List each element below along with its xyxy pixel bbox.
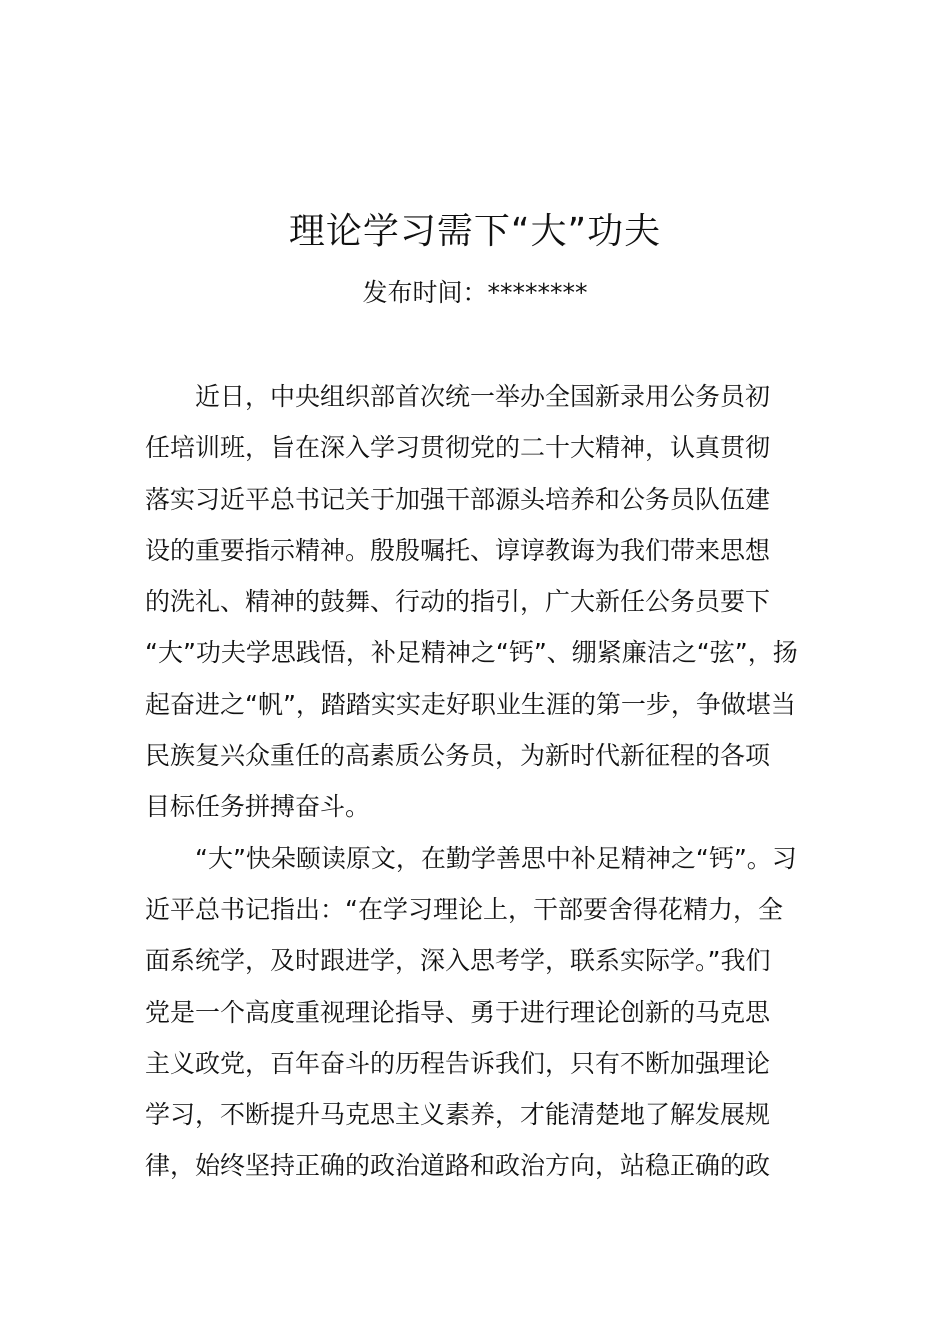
paragraph-line: 目标任务拼搏奋斗。 xyxy=(145,792,371,822)
paragraph-1 xyxy=(145,371,811,833)
paragraph-line: 近日，中央组织部首次统一举办全国新录用公务员初 xyxy=(195,382,771,411)
paragraph-line: 落实习近平总书记关于加强干部源头培养和公务员队伍建 xyxy=(145,484,771,514)
paragraph-line: 学习，不断提升马克思主义素养，才能清楚地了解发展规 xyxy=(145,1100,771,1130)
document-title: 理论学习需下“大”功夫 xyxy=(288,211,662,252)
paragraph-line: “大”功夫学思践悟，补足精神之“钙”、绷紧廉洁之“弦”，扬 xyxy=(145,638,798,668)
paragraph-line: 起奋进之“帆”，踏踏实实走好职业生涯的第一步，争做堪当 xyxy=(145,689,796,719)
paragraph-line: 主义政党，百年奋斗的历程告诉我们，只有不断加强理论 xyxy=(145,1048,771,1078)
paragraph-2 xyxy=(145,833,811,1192)
publish-time xyxy=(0,275,950,311)
paragraph-line: 任培训班，旨在深入学习贯彻党的二十大精神，认真贯彻 xyxy=(145,433,771,463)
paragraph-line: 律，始终坚持正确的政治道路和政治方向，站稳正确的政 xyxy=(145,1151,771,1181)
article-body xyxy=(145,371,811,1192)
paragraph-line: “大”快朵颐读原文，在勤学善思中补足精神之“钙”。习 xyxy=(195,843,797,873)
publish-time-label: 发布时间： xyxy=(362,278,488,307)
paragraph-line: 党是一个高度重视理论指导、勇于进行理论创新的马克思 xyxy=(145,997,771,1027)
paragraph-line: 面系统学，及时跟进学，深入思考学，联系实际学。”我们 xyxy=(145,946,771,976)
paragraph-line: 民族复兴众重任的高素质公务员，为新时代新征程的各项 xyxy=(145,741,771,771)
paragraph-line: 近平总书记指出：“在学习理论上，干部要舍得花精力，全 xyxy=(145,894,783,924)
paragraph-line: 的洗礼、精神的鼓舞、行动的指引，广大新任公务员要下 xyxy=(145,587,771,617)
publish-time-value: ******** xyxy=(487,278,588,307)
paragraph-line: 设的重要指示精神。殷殷嘱托、谆谆教诲为我们带来思想 xyxy=(145,535,771,565)
